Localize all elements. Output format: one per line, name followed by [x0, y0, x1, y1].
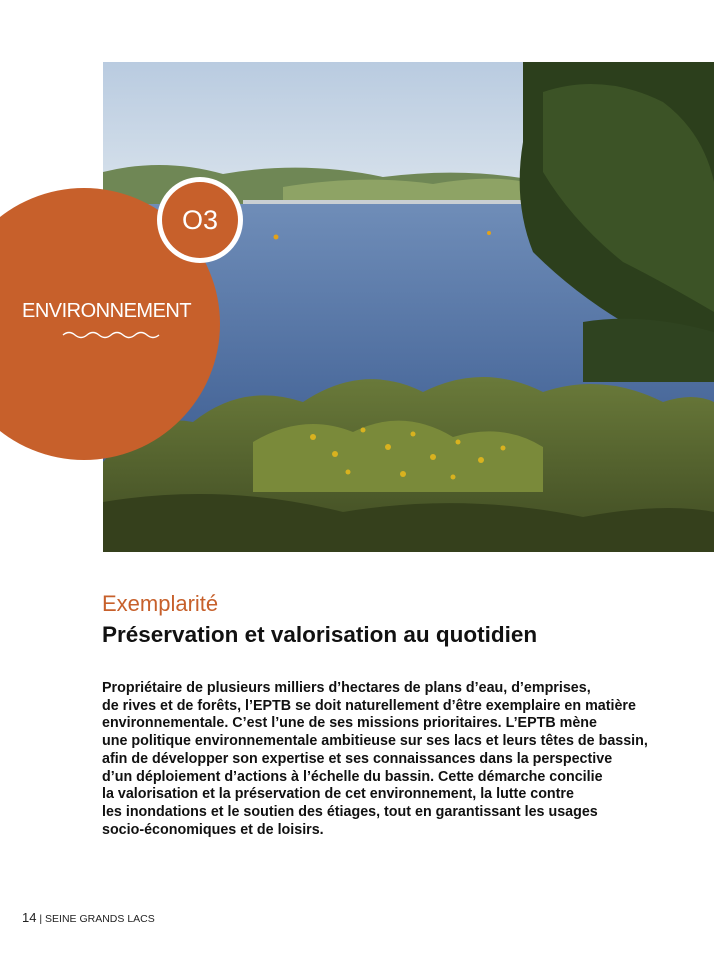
body-line: une politique environnementale ambitieuse sur ses lacs et leurs têtes de bassin,: [102, 733, 648, 750]
footer-separator: |: [39, 913, 43, 925]
article-body: [102, 680, 682, 839]
body-line: socio-économiques et de loisirs.: [102, 821, 324, 838]
section-title: ENVIRONNEMENT: [22, 300, 192, 322]
article-kicker: Exemplarité: [102, 591, 219, 616]
body-line: d’un déploiement d’actions à l’échelle du bassin. Cette démarche concilie: [102, 768, 603, 785]
article-headline: Préservation et valorisation au quotidien: [102, 622, 538, 647]
page-number: 14: [22, 910, 37, 925]
body-line: les inondations et le soutien des étiages, tout en garantissant les usages: [102, 803, 598, 820]
page-footer: [22, 910, 155, 925]
body-line: Propriétaire de plusieurs milliers d’hectares de plans d’eau, d’emprises,: [102, 680, 591, 696]
wave-ornament-icon: [62, 330, 162, 340]
body-line: la valorisation et la préservation de cet environnement, la lutte contre: [102, 786, 574, 803]
publication-name: SEINE GRANDS LACS: [45, 913, 155, 925]
body-line: de rives et de forêts, l’EPTB se doit naturellement d’être exemplaire en matière: [102, 697, 636, 714]
body-line: environnementale. C’est l’une de ses missions prioritaires. L’EPTB mène: [102, 715, 597, 732]
section-number-badge: [157, 177, 243, 263]
section-number: O3: [162, 182, 238, 258]
body-line: afin de développer son expertise et ses connaissances dans la perspective: [102, 750, 613, 767]
